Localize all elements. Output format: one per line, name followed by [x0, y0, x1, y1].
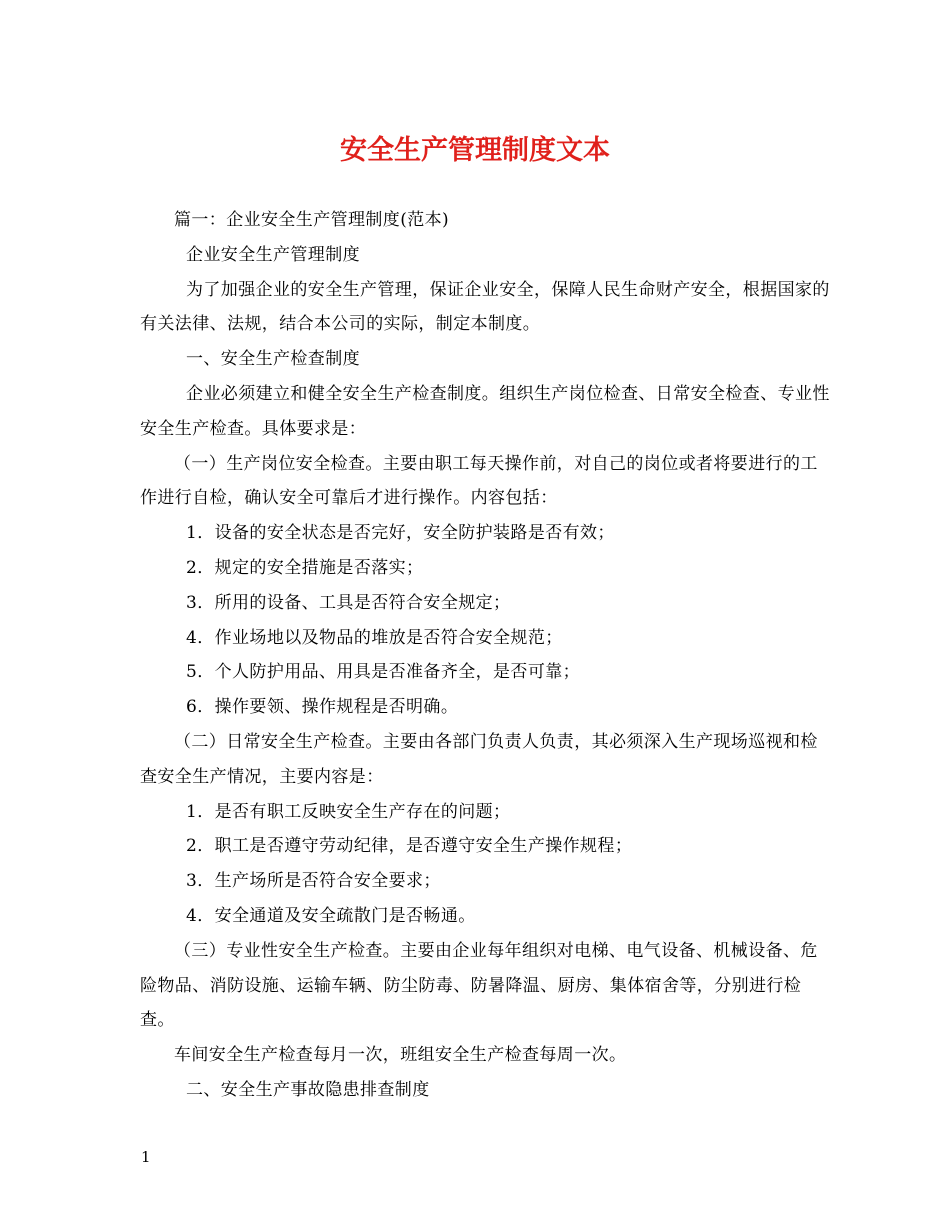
paragraph: 3．所用的设备、工具是否符合安全规定；: [186, 592, 511, 613]
paragraph: 1．是否有职工反映安全生产存在的问题；: [186, 801, 511, 822]
paragraph: 2．规定的安全措施是否落实；: [186, 557, 424, 578]
paragraph: 1．设备的安全状态是否完好，安全防护装路是否有效；: [186, 523, 615, 544]
paragraph: 一、安全生产检查制度: [186, 349, 360, 370]
paragraph: 二、安全生产事故隐患排查制度: [186, 1079, 430, 1100]
paragraph: 2．职工是否遵守劳动纪律，是否遵守安全生产操作规程；: [186, 836, 633, 857]
paragraph: （一）生产岗位安全检查。主要由职工每天操作前，对自己的岗位或者将要进行的工作进行自检，确认安全可靠后才进行操作。内容包括：: [140, 453, 818, 509]
paragraph: 6．操作要领、操作规程是否明确。: [186, 697, 459, 718]
paragraph: 车间安全生产检查每月一次，班组安全生产检查每周一次。: [174, 1045, 627, 1066]
paragraph: 企业必须建立和健全安全生产检查制度。组织生产岗位检查、日常安全检查、专业性安全生产检查。具体要求是：: [140, 383, 830, 439]
paragraph: 企业安全生产管理制度: [186, 244, 360, 265]
paragraph: （二）日常安全生产检查。主要由各部门负责人负责，其必须深入生产现场巡视和检查安全生产情况，主要内容是：: [140, 731, 818, 787]
paragraph: 5．个人防护用品、用具是否准备齐全，是否可靠；: [186, 662, 581, 683]
paragraph: 篇一：企业安全生产管理制度(范本): [174, 210, 450, 230]
page-number: 1: [141, 1148, 151, 1166]
paragraph: 4．安全通道及安全疏散门是否畅通。: [186, 905, 476, 926]
paragraph: 4．作业场地以及物品的堆放是否符合安全规范；: [186, 627, 563, 648]
paragraph: （三）专业性安全生产检查。主要由企业每年组织对电梯、电气设备、机械设备、危险物品、消防设施、运输车辆、防尘防毒、防暑降温、厨房、集体宿舍等，分别进行检查。: [140, 940, 818, 1031]
paragraph: 3．生产场所是否符合安全要求；: [186, 871, 441, 892]
document-title: 安全生产管理制度文本: [340, 135, 610, 166]
paragraph: 为了加强企业的安全生产管理，保证企业安全，保障人民生命财产安全，根据国家的有关法律、法规，结合本公司的实际，制定本制度。: [140, 279, 830, 335]
document-body: [140, 203, 830, 1108]
